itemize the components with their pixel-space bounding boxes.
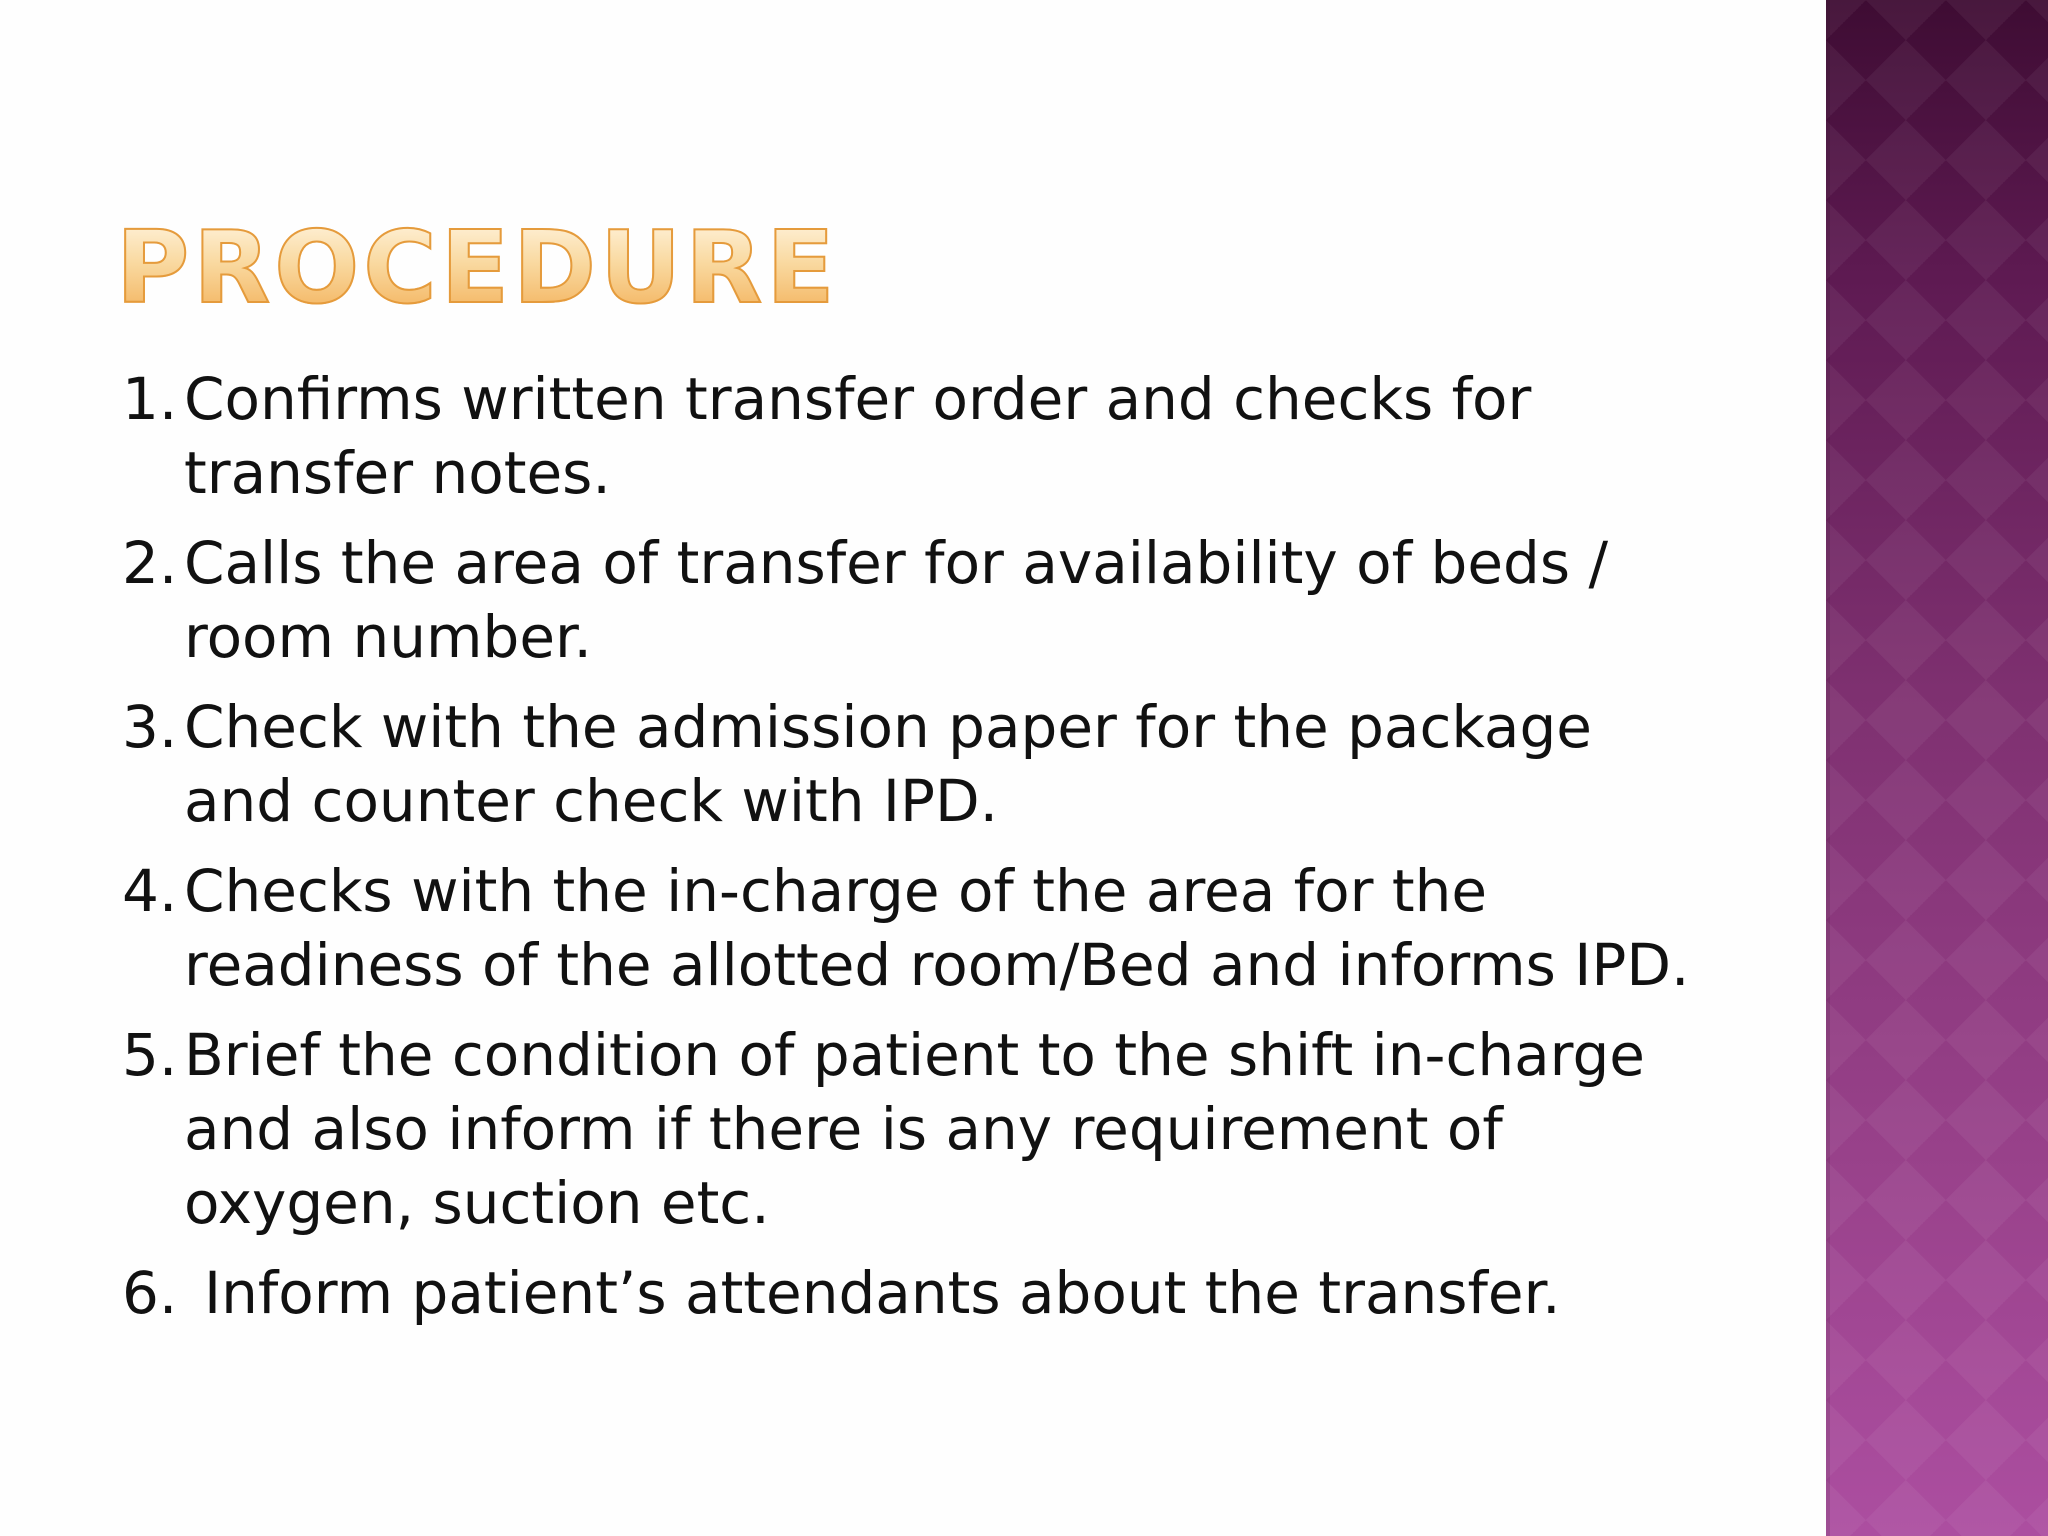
procedure-step (122, 1256, 1702, 1330)
procedure-step (122, 362, 1702, 510)
procedure-step (122, 1018, 1702, 1240)
decorative-side-panel (1826, 0, 2048, 1536)
step-number: 4. (122, 857, 178, 925)
step-text: Brief the condition of patient to the shift in-charge and also inform if there is any requirement of oxygen, suction etc. (184, 1021, 1645, 1237)
step-text: Checks with the in-charge of the area for the readiness of the allotted room/Bed and informs IPD. (184, 857, 1690, 999)
step-number: 2. (122, 529, 178, 597)
step-text: Calls the area of transfer for availability of beds / room number. (184, 529, 1609, 671)
step-text: Confirms written transfer order and checks for transfer notes. (184, 365, 1532, 507)
procedure-steps-list (122, 362, 1702, 1346)
step-number: 5. (122, 1021, 178, 1089)
slide-title: PROCEDURE (116, 209, 839, 326)
step-number: 1. (122, 365, 178, 433)
step-number: 3. (122, 693, 178, 761)
step-text: Check with the admission paper for the package and counter check with IPD. (184, 693, 1592, 835)
procedure-step (122, 526, 1702, 674)
procedure-step (122, 854, 1702, 1002)
side-panel-texture (1826, 0, 2048, 1536)
step-number: 6. (122, 1259, 178, 1327)
procedure-step (122, 690, 1702, 838)
step-text: Inform patient’s attendants about the transfer. (204, 1259, 1561, 1327)
side-panel-edge (1826, 0, 1830, 1536)
